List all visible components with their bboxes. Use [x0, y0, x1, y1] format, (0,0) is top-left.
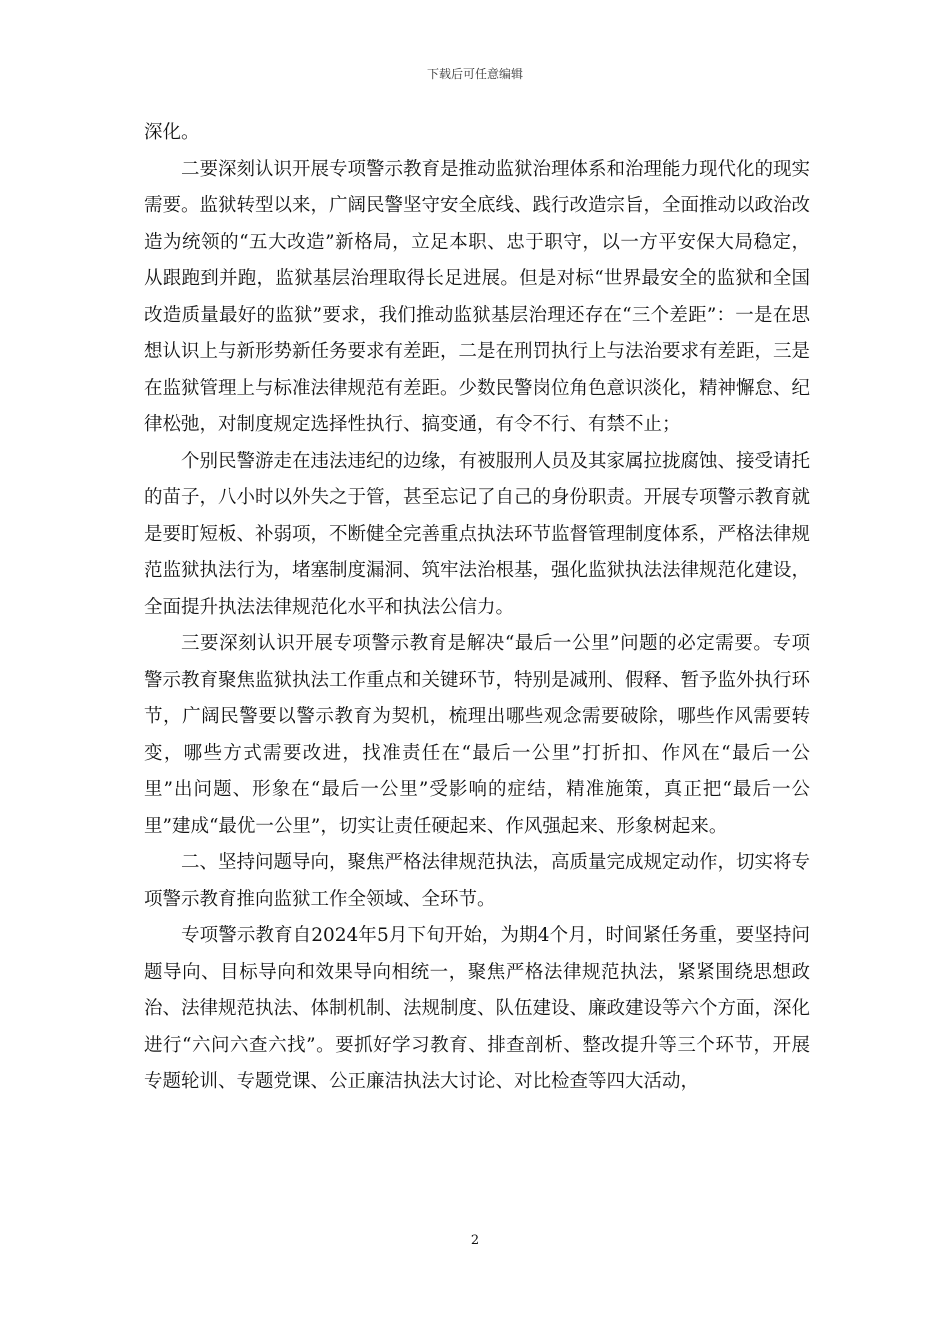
document-body — [144, 115, 810, 1101]
paragraph-3: 个别民警游走在违法违纪的边缘，有被服刑人员及其家属拉拢腐蚀、接受请托的苗子，八小时以外失之于管，甚至忘记了自己的身份职责。开展专项警示教育就是要盯短板、补弱项，不断健全完善重点执法环节监督管理制度体系，严格法律规范监狱执法行为，堵塞制度漏洞、筑牢法治根基，强化监狱执法法律规范化建设，全面提升执法法律规范化水平和执法公信力。 — [144, 450, 811, 618]
paragraph-1: 深化。 — [144, 122, 200, 143]
page-number: 2 — [470, 1233, 480, 1248]
page-header: 下载后可任意编辑 — [426, 67, 523, 81]
paragraph-4: 三要深刻认识开展专项警示教育是解决“最后一公里”问题的必定需要。专项警示教育聚焦监狱执法工作重点和关键环节，特别是减刑、假释、暂予监外执行环节，广阔民警要以警示教育为契机，梳理出哪些观念需要破除，哪些作风需要转变，哪些方式需要改进，找准责任在“最后一公里”打折扣、作风在“最后一公里”出问题、形象在“最后一公里”受影响的症结，精准施策，真正把“最后一公里”建成“最优一公里”，切实让责任硬起来、作风强起来、形象树起来。 — [144, 633, 811, 837]
section-heading-2: 二、坚持问题导向，聚焦严格法律规范执法，高质量完成规定动作，切实将专项警示教育推向监狱工作全领域、全环节。 — [144, 852, 811, 910]
paragraph-5: 专项警示教育自2024年5月下旬开始，为期4个月，时间紧任务重，要坚持问题导向、目标导向和效果导向相统一，聚焦严格法律规范执法，紧紧围绕思想政治、法律规范执法、体制机制、法规制度、队伍建设、廉政建设等六个方面，深化进行“六问六查六找”。要抓好学习教育、排查剖析、整改提升等三个环节，开展专题轮训、专题党课、公正廉洁执法大讨论、对比检查等四大活动， — [144, 925, 811, 1092]
paragraph-2: 二要深刻认识开展专项警示教育是推动监狱治理体系和治理能力现代化的现实需要。监狱转型以来，广阔民警坚守安全底线、践行改造宗旨，全面推动以政治改造为统领的“五大改造”新格局，立足本职、忠于职守，以一方平安保大局稳定，从跟跑到并跑，监狱基层治理取得长足进展。但是对标“世界最安全的监狱和全国改造质量最好的监狱”要求，我们推动监狱基层治理还存在“三个差距”：一是在思想认识上与新形势新任务要求有差距，二是在刑罚执行上与法治要求有差距，三是在监狱管理上与标准法律规范有差距。少数民警岗位角色意识淡化，精神懈怠、纪律松弛，对制度规定选择性执行、搞变通，有令不行、有禁不止； — [144, 158, 811, 435]
